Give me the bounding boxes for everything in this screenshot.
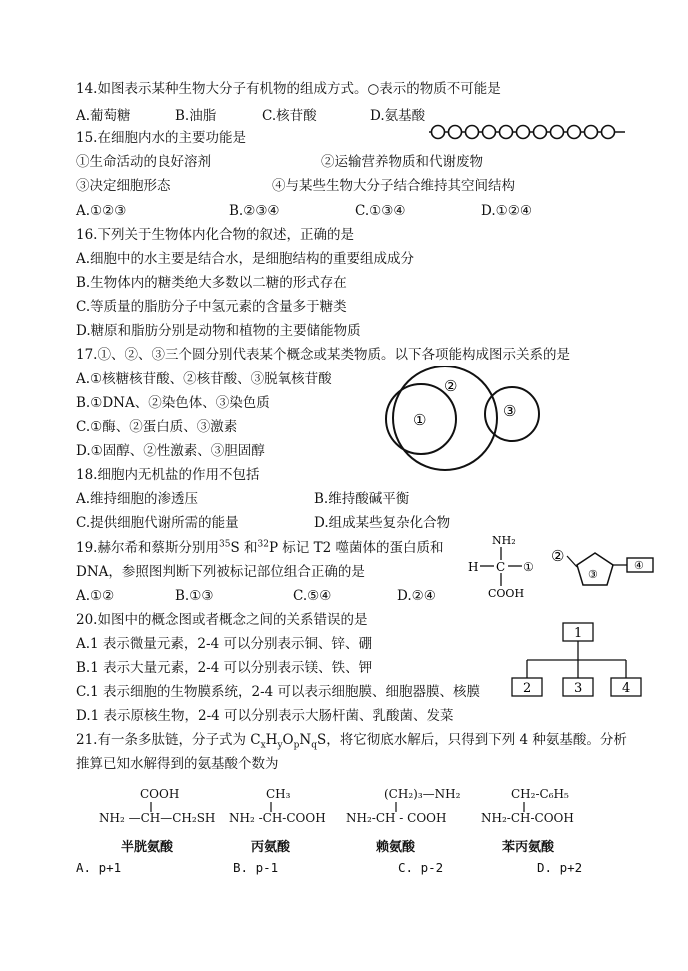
q20-option-d: D.1 表示原核生物，2-4 可以分别表示大肠杆菌、乳酸菌、发菜 <box>76 708 454 724</box>
q15-option-d: D.①②④ <box>481 203 532 219</box>
q15-item-1: ①生命活动的良好溶剂 <box>76 154 211 170</box>
q17-stem: 17.①、②、③三个圆分别代表某个概念或某类物质。以下各项能构成图示关系的是 <box>76 347 570 363</box>
q21-option-d: D. p+2 <box>537 860 583 875</box>
q21-option-c: C. p-2 <box>398 860 444 875</box>
q17-circle-label-3: ③ <box>503 402 517 420</box>
q16-option-c: C.等质量的脂肪分子中氢元素的含量多于糖类 <box>76 299 347 315</box>
q19-nucleotide-label-4: ④ <box>634 559 644 572</box>
q17-option-a: A.①核糖核苷酸、②核苷酸、③脱氧核苷酸 <box>76 371 332 387</box>
q20-option-b: B.1 表示大量元素，2-4 可以分别表示镁、铁、钾 <box>76 660 373 676</box>
q15-item-4: ④与某些生物大分子结合维持其空间结构 <box>272 178 515 194</box>
q19-aa-cooh: COOH <box>488 587 525 600</box>
q19-stem-line1: 19.赫尔希和蔡斯分别用$^{35}$S 和$^{32}$P 标记 T2 噬菌体的蛋白质和 <box>76 539 444 556</box>
q21-cys-name: 半胱氨酸 <box>121 840 174 855</box>
q19-stem-line2: DNA，参照图判断下列被标记部位组合正确的是 <box>76 564 365 580</box>
q21-cys-top: COOH <box>140 787 180 801</box>
q19-aa-r-label: ① <box>523 560 534 574</box>
q20-box-4: 4 <box>622 681 631 696</box>
q21-lys-name: 赖氨酸 <box>376 840 416 855</box>
q19-aa-nh2: NH₂ <box>492 534 516 547</box>
q17-circle-label-1: ① <box>413 411 427 429</box>
q20-option-c: C.1 表示细胞的生物膜系统，2-4 可以表示细胞膜、细胞器膜、核膜 <box>76 684 481 700</box>
q19-aa-h: H <box>468 560 479 574</box>
q21-lys-top: (CH₂)₃—NH₂ <box>384 787 461 801</box>
q15-option-a: A.①②③ <box>76 203 127 219</box>
q21-phe-top: CH₂-C₆H₅ <box>511 787 569 801</box>
q20-box-3: 3 <box>574 681 583 696</box>
q15-item-2: ②运输营养物质和代谢废物 <box>321 154 483 170</box>
q14-option-b: B.油脂 <box>175 108 217 124</box>
q18-option-d: D.组成某些复杂化合物 <box>314 515 451 531</box>
q21-stem-line2: 推算已知水解得到的氨基酸个数为 <box>76 756 279 772</box>
q21-ala-top: CH₃ <box>266 787 291 801</box>
q21-option-b: B. p-1 <box>233 860 279 875</box>
q18-option-c: C.提供细胞代谢所需的能量 <box>76 515 239 531</box>
q17-option-c: C.①酶、②蛋白质、③激素 <box>76 419 238 435</box>
q21-option-a: A. p+1 <box>76 860 122 875</box>
q14-option-d: D.氨基酸 <box>370 108 426 124</box>
q16-option-a: A.细胞中的水主要是结合水，是细胞结构的重要组成成分 <box>76 251 415 267</box>
q19-option-a: A.①② <box>76 588 115 604</box>
q19-option-b: B.①③ <box>175 588 214 604</box>
q20-box-1: 1 <box>574 626 583 641</box>
q21-phe-name: 苯丙氨酸 <box>502 840 555 855</box>
q19-nucleotide-label-2: ② <box>551 547 565 565</box>
q21-phe-main: NH₂-CH-COOH <box>481 811 574 825</box>
q14-option-a: A.葡萄糖 <box>76 108 131 124</box>
q19-option-c: C.⑤④ <box>293 588 332 604</box>
q20-option-a: A.1 表示微量元素，2-4 可以分别表示铜、锌、硼 <box>76 636 372 652</box>
q21-ala-name: 丙氨酸 <box>251 840 291 855</box>
q17-circle-label-2: ② <box>444 377 458 395</box>
q19-nucleotide-label-3: ③ <box>588 568 598 581</box>
q19-option-d: D.②④ <box>397 588 436 604</box>
q15-option-b: B.②③④ <box>229 203 280 219</box>
q18-stem: 18.细胞内无机盐的作用不包括 <box>76 467 260 483</box>
q16-stem: 16.下列关于生物体内化合物的叙述，正确的是 <box>76 227 354 243</box>
q14-stem: 14.如图表示某种生物大分子有机物的组成方式。○表示的物质不可能是 <box>76 81 501 97</box>
q16-option-b: B.生物体内的糖类绝大多数以二糖的形式存在 <box>76 275 347 291</box>
q20-box-2: 2 <box>523 681 532 696</box>
q17-option-d: D.①固醇、②性激素、③胆固醇 <box>76 443 265 459</box>
q20-stem: 20.如图中的概念图或者概念之间的关系错误的是 <box>76 612 368 628</box>
q21-ala-main: NH₂ -CH-COOH <box>229 811 326 825</box>
q16-option-d: D.糖原和脂肪分别是动物和植物的主要储能物质 <box>76 323 361 339</box>
q19-aa-c: C <box>496 560 506 574</box>
q21-stem-line1: 21.有一条多肽链，分子式为 $C_xH_yO_pN_qS$，将它彻底水解后，只得到下列 4 种氨基酸。分析 <box>76 732 627 751</box>
q18-option-a: A.维持细胞的渗透压 <box>76 491 199 507</box>
q17-option-b: B.①DNA、②染色体、③染色质 <box>76 395 270 411</box>
q21-cys-main: NH₂ —CH—CH₂SH <box>99 811 216 825</box>
q15-option-c: C.①③④ <box>355 203 406 219</box>
q15-stem: 15.在细胞内水的主要功能是 <box>76 130 246 146</box>
q15-item-3: ③决定细胞形态 <box>76 178 171 194</box>
q21-lys-main: NH₂-CH - COOH <box>346 811 447 825</box>
q14-option-c: C.核苷酸 <box>262 108 317 124</box>
q18-option-b: B.维持酸碱平衡 <box>314 491 410 507</box>
